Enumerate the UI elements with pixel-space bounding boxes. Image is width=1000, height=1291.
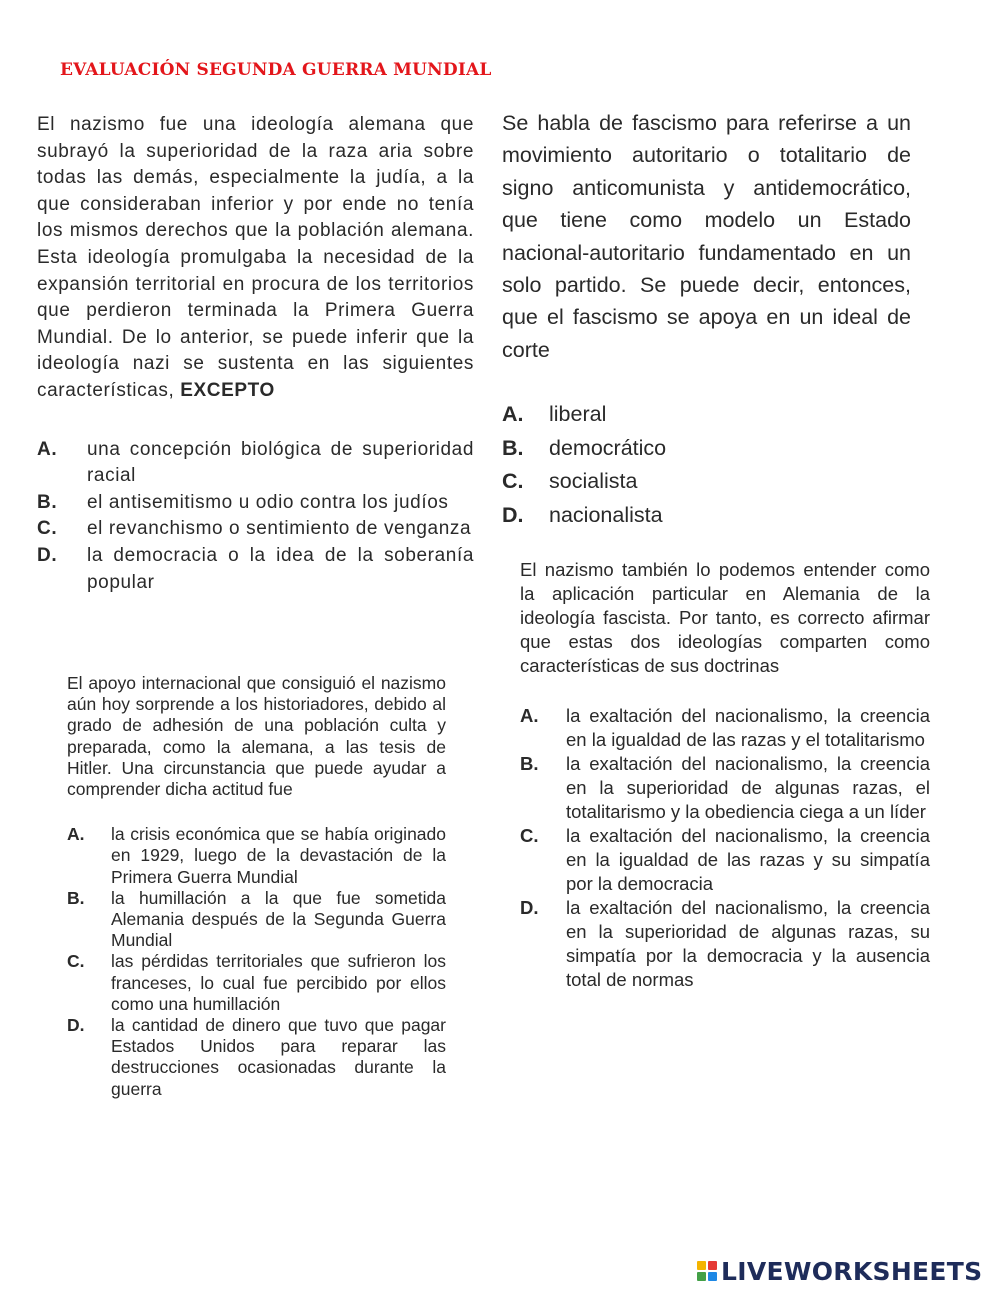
option-text: la exaltación del nacionalismo, la creencia en la igualdad de las razas y su simpatía por la democracia bbox=[566, 825, 930, 894]
option-text: las pérdidas territoriales que sufrieron los franceses, lo cual fue percibido por ellos como una humillación bbox=[111, 951, 446, 1014]
option-letter: C. bbox=[67, 951, 85, 972]
logo-block bbox=[708, 1272, 717, 1281]
option-text: una concepción biológica de superioridad racial bbox=[87, 438, 474, 487]
option-text: la democracia o la idea de la soberanía popular bbox=[87, 544, 474, 593]
option-letter: B. bbox=[520, 753, 539, 774]
option-b[interactable] bbox=[502, 432, 911, 466]
option-text: la cantidad de dinero que tuvo que pagar Estados Unidos para reparar las destrucciones ocasionadas durante la guerra bbox=[111, 1015, 446, 1099]
option-letter: C. bbox=[520, 825, 539, 846]
option-text: la crisis económica que se había originado en 1929, luego de la devastación de la Primera Guerra Mundial bbox=[111, 824, 446, 887]
question-1 bbox=[37, 112, 474, 596]
question-3-options bbox=[67, 824, 446, 1100]
emphasis-excepto: EXCEPTO bbox=[180, 379, 275, 401]
option-b[interactable] bbox=[520, 752, 930, 824]
option-letter: D. bbox=[37, 544, 58, 566]
logo-block bbox=[708, 1261, 717, 1270]
option-text: la exaltación del nacionalismo, la creencia en la igualdad de las razas y el totalitarismo bbox=[566, 705, 930, 750]
option-c[interactable] bbox=[67, 951, 446, 1015]
option-text: la exaltación del nacionalismo, la creencia en la superioridad de algunas razas, el totalitarismo y la obediencia ciega a un líder bbox=[566, 753, 930, 822]
option-letter: A. bbox=[502, 402, 524, 427]
question-1-options bbox=[37, 437, 474, 597]
logo-block bbox=[697, 1272, 706, 1281]
option-text: la humillación a la que fue sometida Alemania después de la Segunda Guerra Mundial bbox=[111, 887, 446, 951]
option-letter: D. bbox=[67, 1015, 85, 1036]
option-text: el antisemitismo u odio contra los judíos bbox=[87, 491, 449, 513]
option-letter: A. bbox=[67, 824, 85, 845]
question-1-stem: El nazismo fue una ideología alemana que subrayó la superioridad de la raza aria sobre todas las demás, especialmente la judía, a la que consideraban inferior y por ende no tenía los mismos derechos que la población alemana. Esta ideología promulgaba la necesidad de la expansión territorial en procura de los territorios que perdieron terminada la Primera Guerra Mundial. De lo anterior, se puede inferir que la ideología nazi se sustenta en las siguientes características, EXCEPTO bbox=[37, 114, 474, 401]
option-d[interactable] bbox=[37, 543, 474, 596]
option-c[interactable] bbox=[37, 516, 474, 543]
option-text: el revanchismo o sentimiento de venganza bbox=[87, 518, 472, 540]
option-a[interactable] bbox=[502, 398, 911, 432]
option-letter: B. bbox=[502, 435, 524, 460]
option-d[interactable] bbox=[67, 1015, 446, 1100]
option-letter: C. bbox=[502, 469, 524, 494]
option-text: socialista bbox=[549, 469, 638, 494]
option-d[interactable] bbox=[520, 896, 930, 992]
option-letter: B. bbox=[37, 491, 58, 513]
question-4-options bbox=[520, 704, 930, 992]
logo-wordmark: LIVEWORKSHEETS bbox=[721, 1256, 983, 1286]
logo-block bbox=[697, 1261, 706, 1270]
option-letter: D. bbox=[502, 502, 524, 527]
option-a[interactable] bbox=[37, 437, 474, 490]
option-letter: D. bbox=[520, 897, 539, 918]
option-text: liberal bbox=[549, 402, 607, 427]
liveworksheets-logo bbox=[697, 1257, 982, 1285]
option-text: democrático bbox=[549, 435, 667, 460]
option-a[interactable] bbox=[67, 824, 446, 888]
question-3-stem: El apoyo internacional que consiguió el nazismo aún hoy sorprende a los historiadores, debido al grado de adhesión de una población culta y preparada, como la alemana, a las tesis de Hitler. Una circunstancia que puede ayudar a comprender dicha actitud fue bbox=[67, 673, 446, 800]
question-2-stem: Se habla de fascismo para referirse a un movimiento autoritario o totalitario de signo anticomunista y antidemocrático, que tiene como modelo un Estado nacional-autoritario fundamentado en un solo partido. Se puede decir, entonces, que el fascismo se apoya en un ideal de corte bbox=[502, 111, 911, 362]
option-c[interactable] bbox=[520, 824, 930, 896]
question-4 bbox=[520, 558, 930, 992]
worksheet-title: EVALUACIÓN SEGUNDA GUERRA MUNDIAL bbox=[60, 60, 492, 80]
option-b[interactable] bbox=[37, 490, 474, 517]
option-letter: A. bbox=[520, 705, 539, 726]
liveworksheets-logo-icon bbox=[697, 1261, 717, 1281]
question-2 bbox=[502, 107, 911, 532]
question-4-stem: El nazismo también lo podemos entender como la aplicación particular en Alemania de la ideología fascista. Por tanto, es correcto afirmar que estas dos ideologías comparten como características de sus doctrinas bbox=[520, 559, 930, 676]
option-letter: A. bbox=[37, 438, 58, 460]
option-a[interactable] bbox=[520, 704, 930, 752]
option-text: nacionalista bbox=[549, 502, 663, 527]
option-letter: B. bbox=[67, 887, 85, 908]
question-3 bbox=[67, 673, 446, 1100]
option-c[interactable] bbox=[502, 465, 911, 499]
option-d[interactable] bbox=[502, 499, 911, 533]
option-letter: C. bbox=[37, 518, 58, 540]
option-text: la exaltación del nacionalismo, la creencia en la superioridad de algunas razas, su simpatía por la democracia y la ausencia total de normas bbox=[566, 897, 930, 990]
option-b[interactable] bbox=[67, 888, 446, 952]
question-2-options bbox=[502, 398, 911, 532]
